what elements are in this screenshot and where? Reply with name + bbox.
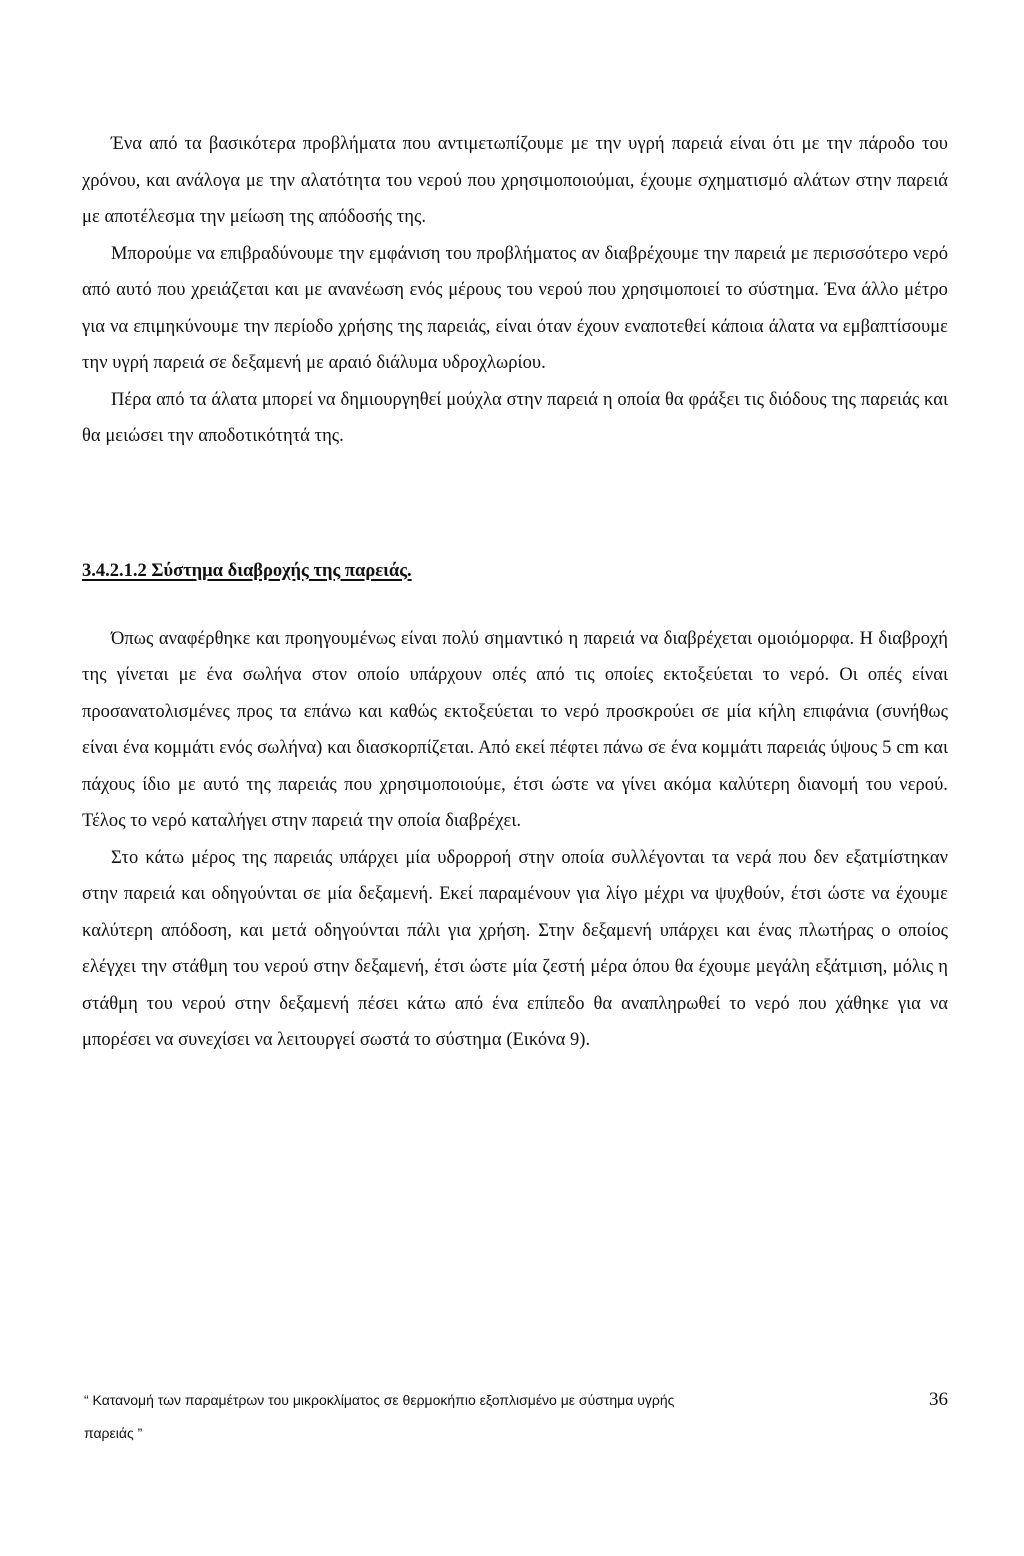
page-footer	[82, 1383, 948, 1450]
section-spacer	[82, 455, 948, 553]
document-body	[82, 126, 948, 1059]
heading-spacer	[82, 589, 948, 621]
paragraph-mould: Πέρα από τα άλατα μπορεί να δημιουργηθεί μούχλα στην παρειά η οποία θα φράξει τις διόδους της παρειάς και θα μειώσει την αποδοτικότητά της.	[82, 389, 948, 446]
footer-second-line	[82, 1417, 948, 1450]
paragraph-gutter-tank: Στο κάτω μέρος της παρειάς υπάρχει μία υδρορροή στην οποία συλλέγονται τα νερά που δεν εξατμίστηκαν στην παρειά και οδηγούνται σε μία δεξαμενή. Εκεί παραμένουν για λίγο μέχρι να ψυχθούν, έτσι ώστε να έχουμε καλύτερη απόδοση, και μετά οδηγούνται πάλι για χρήση. Στην δεξαμενή υπάρχει και ένας πλωτήρας ο οποίος ελέγχει την στάθμη του νερού στην δεξαμενή, έτσι ώστε μία ζεστή μέρα όπου θα έχουμε μεγάλη εξάτμιση, μόλις η στάθμη του νερού στην δεξαμενή πέσει κάτω από ένα επίπεδο θα αναπληρωθεί το νερό που χάθηκε για να μπορέσει να συνεχίσει να λειτουργεί σωστά το σύστημα (Εικόνα 9).	[82, 847, 948, 1050]
page-number: 36	[929, 1389, 948, 1410]
paragraph-wetting-system: Όπως αναφέρθηκε και προηγουμένως είναι πολύ σημαντικό η παρειά να διαβρέχεται ομοιόμορφα. Η διαβροχή της γίνεται με ένα σωλήνα στον οποίο υπάρχουν οπές από τις οποίες εκτοξεύεται το νερό. Οι οπές είναι προσανατολισμένες προς τα επάνω και καθώς εκτοξεύεται το νερό προσκρούει σε μία κήλη επιφάνια (συνήθως είναι ένα κομμάτι ενός σωλήνα) και διασκορπίζεται. Από εκεί πέφτει πάνω σε ένα κομμάτι παρειάς ύψους 5 cm και πάχους ίδιο με αυτό της παρειάς που χρησιμοποιούμε, έτσι ώστε να γίνει ακόμα καλύτερη διανομή του νερού. Τέλος το νερό καταλήγει στην παρειά την οποία διαβρέχει.	[82, 628, 948, 831]
paragraph-salt-buildup: Ένα από τα βασικότερα προβλήματα που αντιμετωπίζουμε με την υγρή παρειά είναι ότι με την πάροδο του χρόνου, και ανάλογα με την αλατότητα του νερού που χρησιμοποιούμαι, έχουμε σχηματισμό αλάτων στην παρειά με αποτέλεσμα την μείωση της απόδοσής της.	[82, 134, 948, 227]
footer-caption: “ Κατανομή των παραμέτρων του μικροκλίματος σε θερμοκήπιο εξοπλισμένο με σύστημα υγρής	[84, 1392, 675, 1408]
paragraph-mitigation: Μπορούμε να επιβραδύνουμε την εμφάνιση του προβλήματος αν διαβρέχουμε την παρειά με περισσότερο νερό από αυτό που χρειάζεται και με ανανέωση ενός μέρους του νερού που χρησιμοποιεί το σύστημα. Ένα άλλο μέτρο για να επιμηκύνουμε την περίοδο χρήσης της παρειάς, είναι όταν έχουν εναποτεθεί κάποια άλατα να εμβαπτίσουμε την υγρή παρειά σε δεξαμενή με αραιό διάλυμα υδροχλωρίου.	[82, 243, 948, 373]
section-heading: 3.4.2.1.2 Σύστημα διαβροχής της παρειάς.	[82, 560, 412, 581]
footer-first-line	[82, 1383, 948, 1417]
footer-caption-continued: παρειάς ”	[84, 1425, 143, 1441]
